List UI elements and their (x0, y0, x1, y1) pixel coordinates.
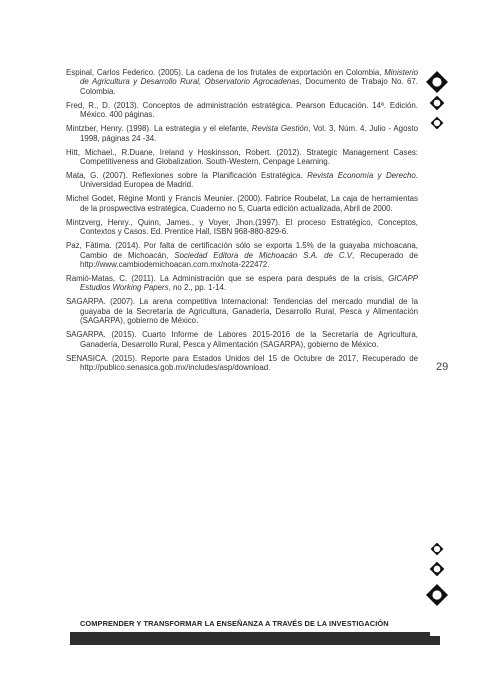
reference-text: Espinal, Carlos Federico. (2005). La cadena de los frutales de exportación en Colombia, (66, 68, 385, 77)
page-number: 29 (436, 361, 449, 373)
reference-entry (66, 241, 418, 269)
reference-italic-text: GICAPP Estudios Working Papers (80, 274, 418, 293)
footer-bar (70, 632, 430, 645)
reference-text: SENASICA. (2015). Reporte para Estados Unidos del 15 de Octubre de 2017, Recuperado de http://publico.senasica.gob.mx/includes/asp/download. (66, 353, 418, 373)
reference-italic-text: Sociedad Editora de Michoacán S.A. de C.V (174, 250, 353, 260)
reference-text: Michel Godet, Régine Monti y Francis Meunier. (2000). Fabrice Roubelat, La caja de herramientas de la prospwectiva estratégica, Cuaderno no 5, Cuarta edición actualizada, Abril de 2000. (66, 194, 418, 213)
reference-italic-text: Ministerio de Agricultura y Desarrollo Rural, Observatorio Agrocadenas (80, 68, 418, 87)
reference-text: Mata, G. (2007). Reflexiones sobre la Planificación Estratégica. (66, 171, 308, 181)
reference-text: Mintzber, Henry. (1998). La estrategia y el elefante, (66, 124, 252, 134)
reference-text: SAGARPA. (2015). Cuarto Informe de Labores 2015-2016 de la Secretaría de Agricultura, Ganadería, Desarrollo Rural, Pesca y Alimentación (SAGARPA), gobierno de México. (66, 330, 418, 349)
reference-entry (66, 218, 418, 237)
reference-text: Hitt, Michael., R.Duane, Ireland y Hoskinsson, Robert. (2012). Strategic Management Cases: Competitiveness and Globalization. South-Western, Cenpage Learning. (66, 147, 418, 167)
diamond-ornament-icon (425, 583, 449, 607)
reference-text: , Recuperado de http://www.cambiodemichoacan.com.mx/nota-222472. (80, 250, 418, 270)
reference-text: SAGARPA. (2007). La arena competitiva Internacional: Tendencias del mercado mundial de la guayaba de la Secretaría de Agricultura, Ganadería, Desarrollo Rural, Pesca y Alimentación (SAGARPA), gobierno de México. (66, 297, 418, 326)
reference-text: Paz, Fátima. (2014). Por falta de certificación sólo se exporta 1.5% de la guayaba michoacana, Cambio de Michoacán, (66, 241, 418, 260)
reference-italic-text: Revista Economía y Derecho (307, 171, 416, 181)
reference-list (66, 68, 418, 377)
reference-text: . Universidad Europea de Madrid. (80, 171, 418, 190)
diamond-ornament-icon (429, 95, 445, 111)
reference-entry (66, 274, 418, 293)
reference-entry (66, 101, 418, 120)
diamond-ornament-icon (430, 116, 444, 130)
reference-entry (66, 171, 418, 190)
reference-entry (66, 330, 418, 349)
reference-text: Ramió-Matas, C. (2011). La Administración que se espera para después de la crisis, (66, 274, 389, 284)
diamond-ornament-icon (425, 70, 449, 94)
reference-entry (66, 148, 418, 167)
reference-entry (66, 297, 418, 325)
diamond-ornament-icon (430, 542, 444, 556)
reference-text: , no 2., pp. 1-14. (168, 283, 227, 293)
reference-entry (66, 124, 418, 143)
diamond-ornament-icon (429, 561, 445, 577)
reference-text: Mintzverg, Henry., Quinn, James., y Voyer, Jhon.(1997). El proceso Estratégico, Conceptos, Contextos y Casos. Ed. Prentice Hall, ISBN 968-880-829-6. (66, 217, 418, 237)
reference-entry (66, 68, 418, 96)
reference-text: , Documento de Trabajo No. 67. Colombia. (80, 77, 418, 96)
reference-text: , Vol. 3, Núm. 4. Julio - Agosto 1998, páginas 24 -34. (80, 124, 418, 143)
footer-title: COMPRENDER Y TRANSFORMAR LA ENSEÑANZA A TRAVÉS DE LA INVESTIGACIÓN (80, 619, 389, 628)
reference-entry (66, 194, 418, 213)
footer-bar-tail (430, 636, 440, 645)
reference-italic-text: Revista Gestión (251, 124, 309, 134)
reference-entry (66, 354, 418, 373)
reference-text: Fred, R., D. (2013). Conceptos de administración estratégica. Pearson Educación. 14ª. Edición. México. 400 páginas. (66, 100, 418, 120)
